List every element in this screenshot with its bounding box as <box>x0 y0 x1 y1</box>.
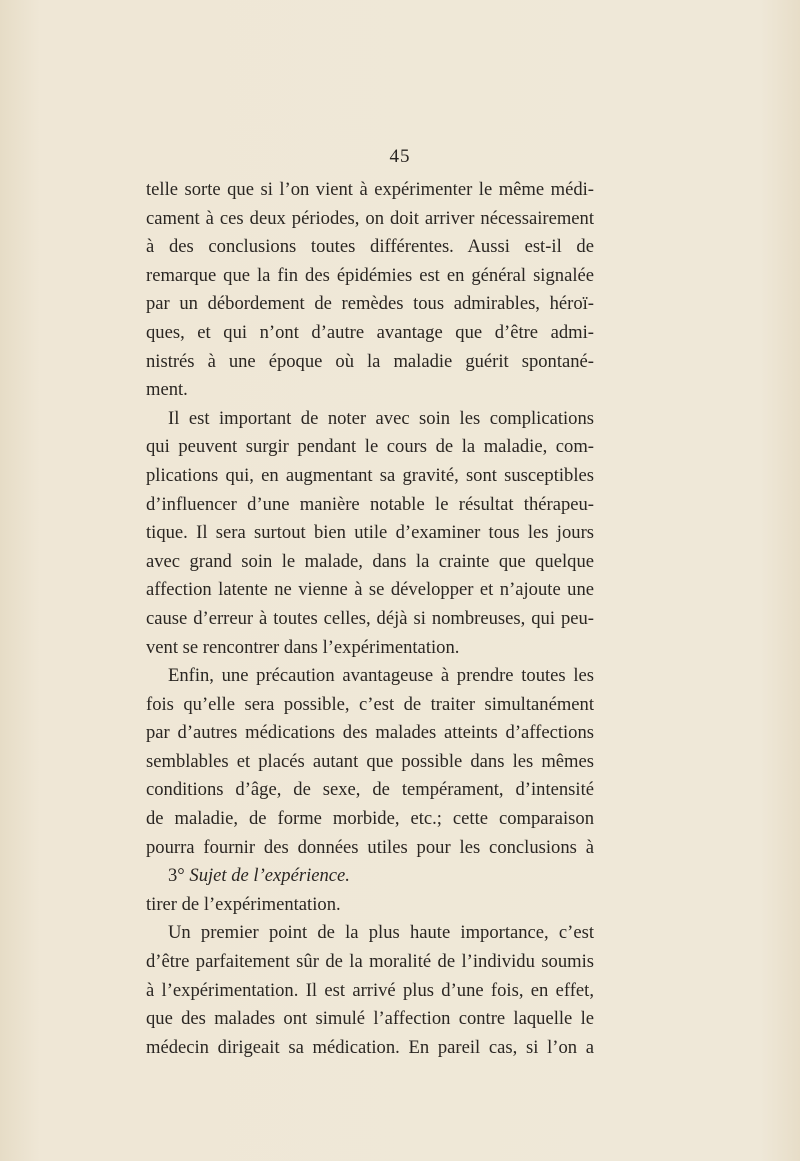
text-line: cause d’erreur à toutes celles, déjà si nombreuses, qui peu- <box>146 607 594 629</box>
text-line: d’influencer d’une manière notable le résultat thérapeu- <box>146 493 594 515</box>
text-line: telle sorte que si l’on vient à expérimenter le même médi- <box>146 179 594 200</box>
section-heading <box>146 862 594 891</box>
text-line: Un premier point de la plus haute importance, c’est <box>168 922 594 944</box>
text-line: nistrés à une époque où la maladie guérit spontané- <box>146 350 594 372</box>
text-line: d’être parfaitement sûr de la moralité de l’individu soumis <box>146 951 594 973</box>
text-line: tique. Il sera surtout bien utile d’examiner tous les jours <box>146 522 594 544</box>
text-line: plications qui, en augmentant sa gravité, sont susceptibles <box>146 464 594 486</box>
text-line: médecin dirigeait sa médication. En pareil cas, si l’on a <box>146 1036 594 1058</box>
text-line: ment. <box>146 379 188 401</box>
text-line: avec grand soin le malade, dans la crainte que quelque <box>146 550 594 572</box>
text-line: à l’expérimentation. Il est arrivé plus d’une fois, en effet, <box>146 979 594 1001</box>
text-line: par un débordement de remèdes tous admirables, héroï- <box>146 293 594 315</box>
text-line: par d’autres médications des malades atteints d’affections <box>146 722 594 744</box>
text-line: fois qu’elle sera possible, c’est de traiter simultanément <box>146 693 594 715</box>
text-line: tirer de l’expérimentation. <box>146 893 341 915</box>
text-line: qui peuvent surgir pendant le cours de la maladie, com- <box>146 436 594 458</box>
text-line: ques, et qui n’ont d’autre avantage que d’être admi- <box>146 321 594 343</box>
section-title: Sujet de l’expérience. <box>189 865 350 887</box>
text-line: Enfin, une précaution avantageuse à prendre toutes les <box>168 665 594 687</box>
text-line: Il est important de noter avec soin les complications <box>168 407 594 429</box>
text-line: remarque que la fin des épidémies est en général signalée <box>146 264 594 286</box>
page-body <box>146 176 594 1062</box>
text-line: affection latente ne vienne à se développer et n’ajoute une <box>146 579 594 601</box>
text-line: que des malades ont simulé l’affection contre laquelle le <box>146 1008 594 1030</box>
text-line: vent se rencontrer dans l’expérimentation. <box>146 636 460 658</box>
text-line: conditions d’âge, de sexe, de tempérament, d’intensité <box>146 779 594 801</box>
text-line: semblables et placés autant que possible dans les mêmes <box>146 750 594 772</box>
text-line: pourra fournir des données utiles pour les conclusions à <box>146 836 594 858</box>
page-number: 45 <box>389 146 411 167</box>
text-line: cament à ces deux périodes, on doit arriver nécessairement <box>146 207 594 229</box>
text-line: de maladie, de forme morbide, etc.; cette comparaison <box>146 808 594 830</box>
text-line: à des conclusions toutes différentes. Aussi est-il de <box>146 236 594 258</box>
section-number: 3° <box>168 865 185 887</box>
